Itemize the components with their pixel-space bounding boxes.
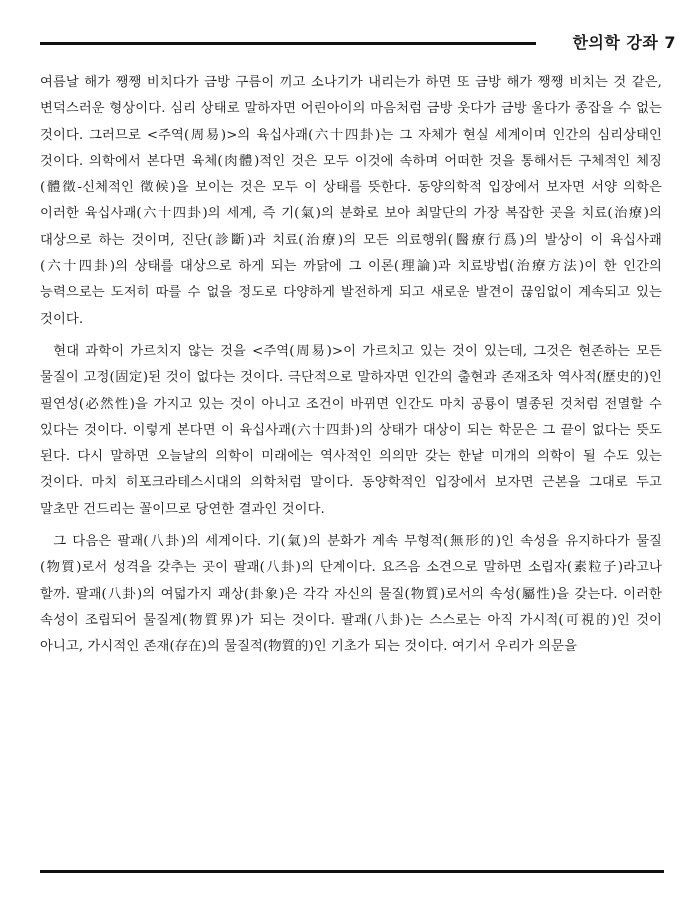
paragraph-2: 현대 과학이 가르치지 않는 것을 <주역(周易)>이 가르치고 있는 것이 있는데, 그것은 현존하는 모든 물질이 고정(固定)된 것이 없다는 것이다. 극단적으로 말하자면 인간의 출현과 존재조차 역사적(歷史的)인 필연성(必然性)을 가지고 있는 것이 아니고 조건이 바뀌면 인간도 마치 공룡이 멸종된 것처럼 전멸할 수 있다는 것이다. 이렇게 본다면 이 육십사괘(六十四卦)의 상태가 대상이 되는 학문은 그 끝이 없다는 뜻도 된다. 다시 말하면 오늘날의 의학이 미래에는 역사적인 의의만 갖는 한낱 미개의 의학이 될 수도 있는 것이다. 마치 히포크라테스시대의 의학처럼 말이다. 동양학적인 입장에서 보자면 근본을 그대로 두고 말초만 건드리는 꼴이므로 당연한 결과인 것이다.: [40, 343, 662, 517]
paragraph-1: 여름날 해가 쨍쨍 비치다가 금방 구름이 끼고 소나기가 내리는가 하면 또 금방 해가 쨍쨍 비치는 것 같은, 변덕스러운 형상이다. 심리 상태로 말하자면 어린아이의 마음처럼 금방 웃다가 금방 울다가 종잡을 수 없는 것이다. 그러므로 <주역(周易)>의 육십사괘(六十四卦)는 그 자체가 현실 세계이며 인간의 심리상태인 것이다. 의학에서 본다면 육체(肉體)적인 것은 모두 이것에 속하며 어떠한 것을 통해서든 구체적인 체징(體徵-신체적인 徵候)을 보이는 것은 모두 이 상태를 뜻한다. 동양의학적 입장에서 보자면 서양 의학은 이러한 육십사괘(六十四卦)의 세계, 즉 기(氣)의 분화로 보아 최말단의 가장 복잡한 곳을 치료(治療)의 대상으로 하는 것이며, 진단(診斷)과 치료(治療)의 모든 의료행위(醫療行爲)의 발상이 이 육십사괘(六十四卦)의 상태를 대상으로 하게 되는 까닭에 그 이론(理論)과 치료방법(治療方法)이 한 인간의 능력으로는 도저히 따를 수 없을 정도로 다양하게 발전하게 되고 새로운 발견이 끊임없이 계속되고 있는 것이다.: [40, 75, 662, 327]
page-header: [40, 30, 676, 56]
body-text: [40, 70, 662, 661]
footer-rule: [40, 870, 664, 873]
running-header-title: 한의학 강좌 7: [572, 33, 676, 52]
paragraph-3: 그 다음은 팔괘(八卦)의 세계이다. 기(氣)의 분화가 계속 무형적(無形的)인 속성을 유지하다가 물질(物質)로서 성격을 갖추는 곳이 팔괘(八卦)의 단계이다. 요즈음 소견으로 말하면 소립자(素粒子)라고나 할까. 팔괘(八卦)의 여덟가지 괘상(卦象)은 각각 자신의 물질(物質)로서의 속성(屬性)을 갖는다. 이러한 속성이 조립되어 물질계(物質界)가 되는 것이다. 팔괘(八卦)는 스스로는 아직 가시적(可視的)인 것이 아니고, 가시적인 존재(存在)의 물질적(物質的)인 기초가 되는 것이다. 여기서 우리가 의문을: [40, 534, 662, 655]
header-rule: [40, 42, 536, 45]
